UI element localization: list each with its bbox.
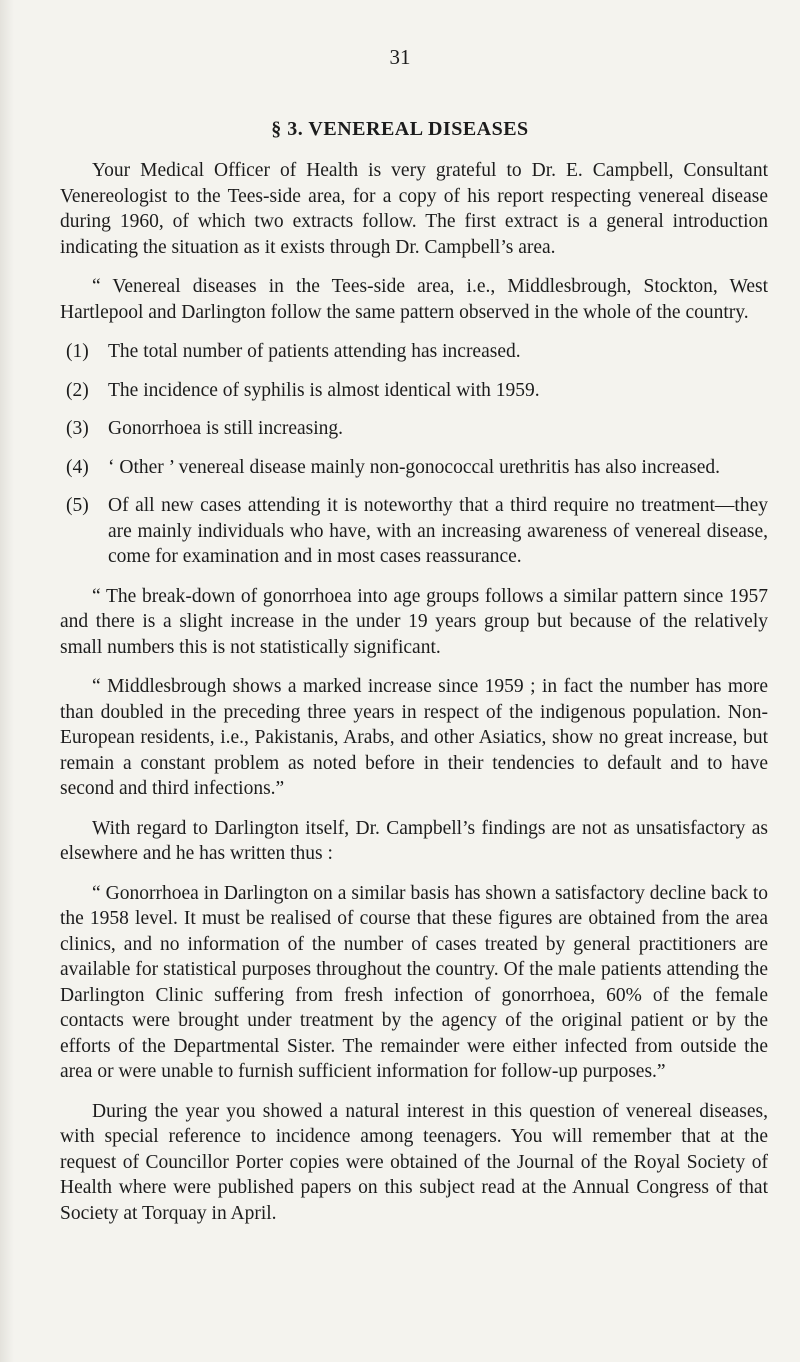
list-item-text: The incidence of syphilis is almost identical with 1959. [108,379,540,401]
list-item-text: Gonorrhoea is still increasing. [108,418,344,439]
paragraph-quote-intro: “ Venereal diseases in the Tees-side area, i.e., Middlesbrough, Stockton, West Hartlepool and Darlington follow the same pattern observed in the whole of the country. [60,276,768,323]
list-item-text: Of all new cases attending it is noteworthy that a third require no treatment—they are mainly individuals who have, with an increasing awareness of venereal disease, come for examination and in most cases reassurance. [108,495,768,567]
list-item [60,416,768,442]
list-item [60,339,768,365]
paragraph-age-groups: “ The break-down of gonorrhoea into age groups follows a similar pattern since 1957 and there is a slight increase in the under 19 years group but because of the relatively small numbers this is not statistically significant. [60,585,768,658]
scan-edge-shadow [0,0,14,1362]
list-item-number: (3) [66,418,89,439]
paragraph-darlington-intro: With regard to Darlington itself, Dr. Campbell’s findings are not as unsatisfactory as elsewhere and he has written thus : [60,817,768,864]
paragraph-darlington-quote: “ Gonorrhoea in Darlington on a similar basis has shown a satisfactory decline back to the 1958 level. It must be realised of course that these figures are obtained from the area clinics, and no information of the number of cases treated by general practitioners are available for statistical purposes throughout the country. Of the male patients attending the Darlington Clinic suffering from fresh infection of gonorrhoea, 60% of the female contacts were brought under treatment by the agency of the original patient or by the efforts of the Departmental Sister. The remainder were either infected from outside the area or were unable to furnish sufficient information for follow-up purposes.” [60,882,768,1082]
list-item-number: (4) [66,456,89,478]
section-heading: § 3. VENEREAL DISEASES [271,118,529,140]
list-item-text: ‘ Other ’ venereal disease mainly non-gonococcal urethritis has also increased. [108,456,721,478]
list-item-number: (5) [66,495,89,516]
list-item-number: (2) [66,379,89,401]
paragraph-middlesbrough: “ Middlesbrough shows a marked increase since 1959 ; in fact the number has more than doubled in the preceding three years in respect of the indigenous population. Non-European residents, i.e., Pakistanis, Arabs, and other Asiatics, show no great increase, but remain a constant problem as noted before in their tendencies to default and to have second and third infections.” [60,676,768,799]
list-item-number: (1) [66,341,89,362]
list-item [60,378,768,404]
list-item [60,455,768,481]
paragraph-intro: Your Medical Officer of Health is very grateful to Dr. E. Campbell, Consultant Venereologist to the Tees-side area, for a copy of his report respecting venereal disease during 1960, of which two extracts follow. The first extract is a general introduction indicating the situation as it exists through Dr. Campbell’s area. [60,160,768,258]
findings-list [60,339,768,570]
page-number: 31 [389,45,411,69]
list-item-text: The total number of patients attending has increased. [108,341,521,362]
list-item [60,493,768,570]
body-text [60,158,768,1240]
paragraph-teenagers: During the year you showed a natural interest in this question of venereal diseases, with special reference to incidence among teenagers. You will remember that at the request of Councillor Porter copies were obtained of the Journal of the Royal Society of Health where were published papers on this subject read at the Annual Congress of that Society at Torquay in April. [60,1100,768,1224]
